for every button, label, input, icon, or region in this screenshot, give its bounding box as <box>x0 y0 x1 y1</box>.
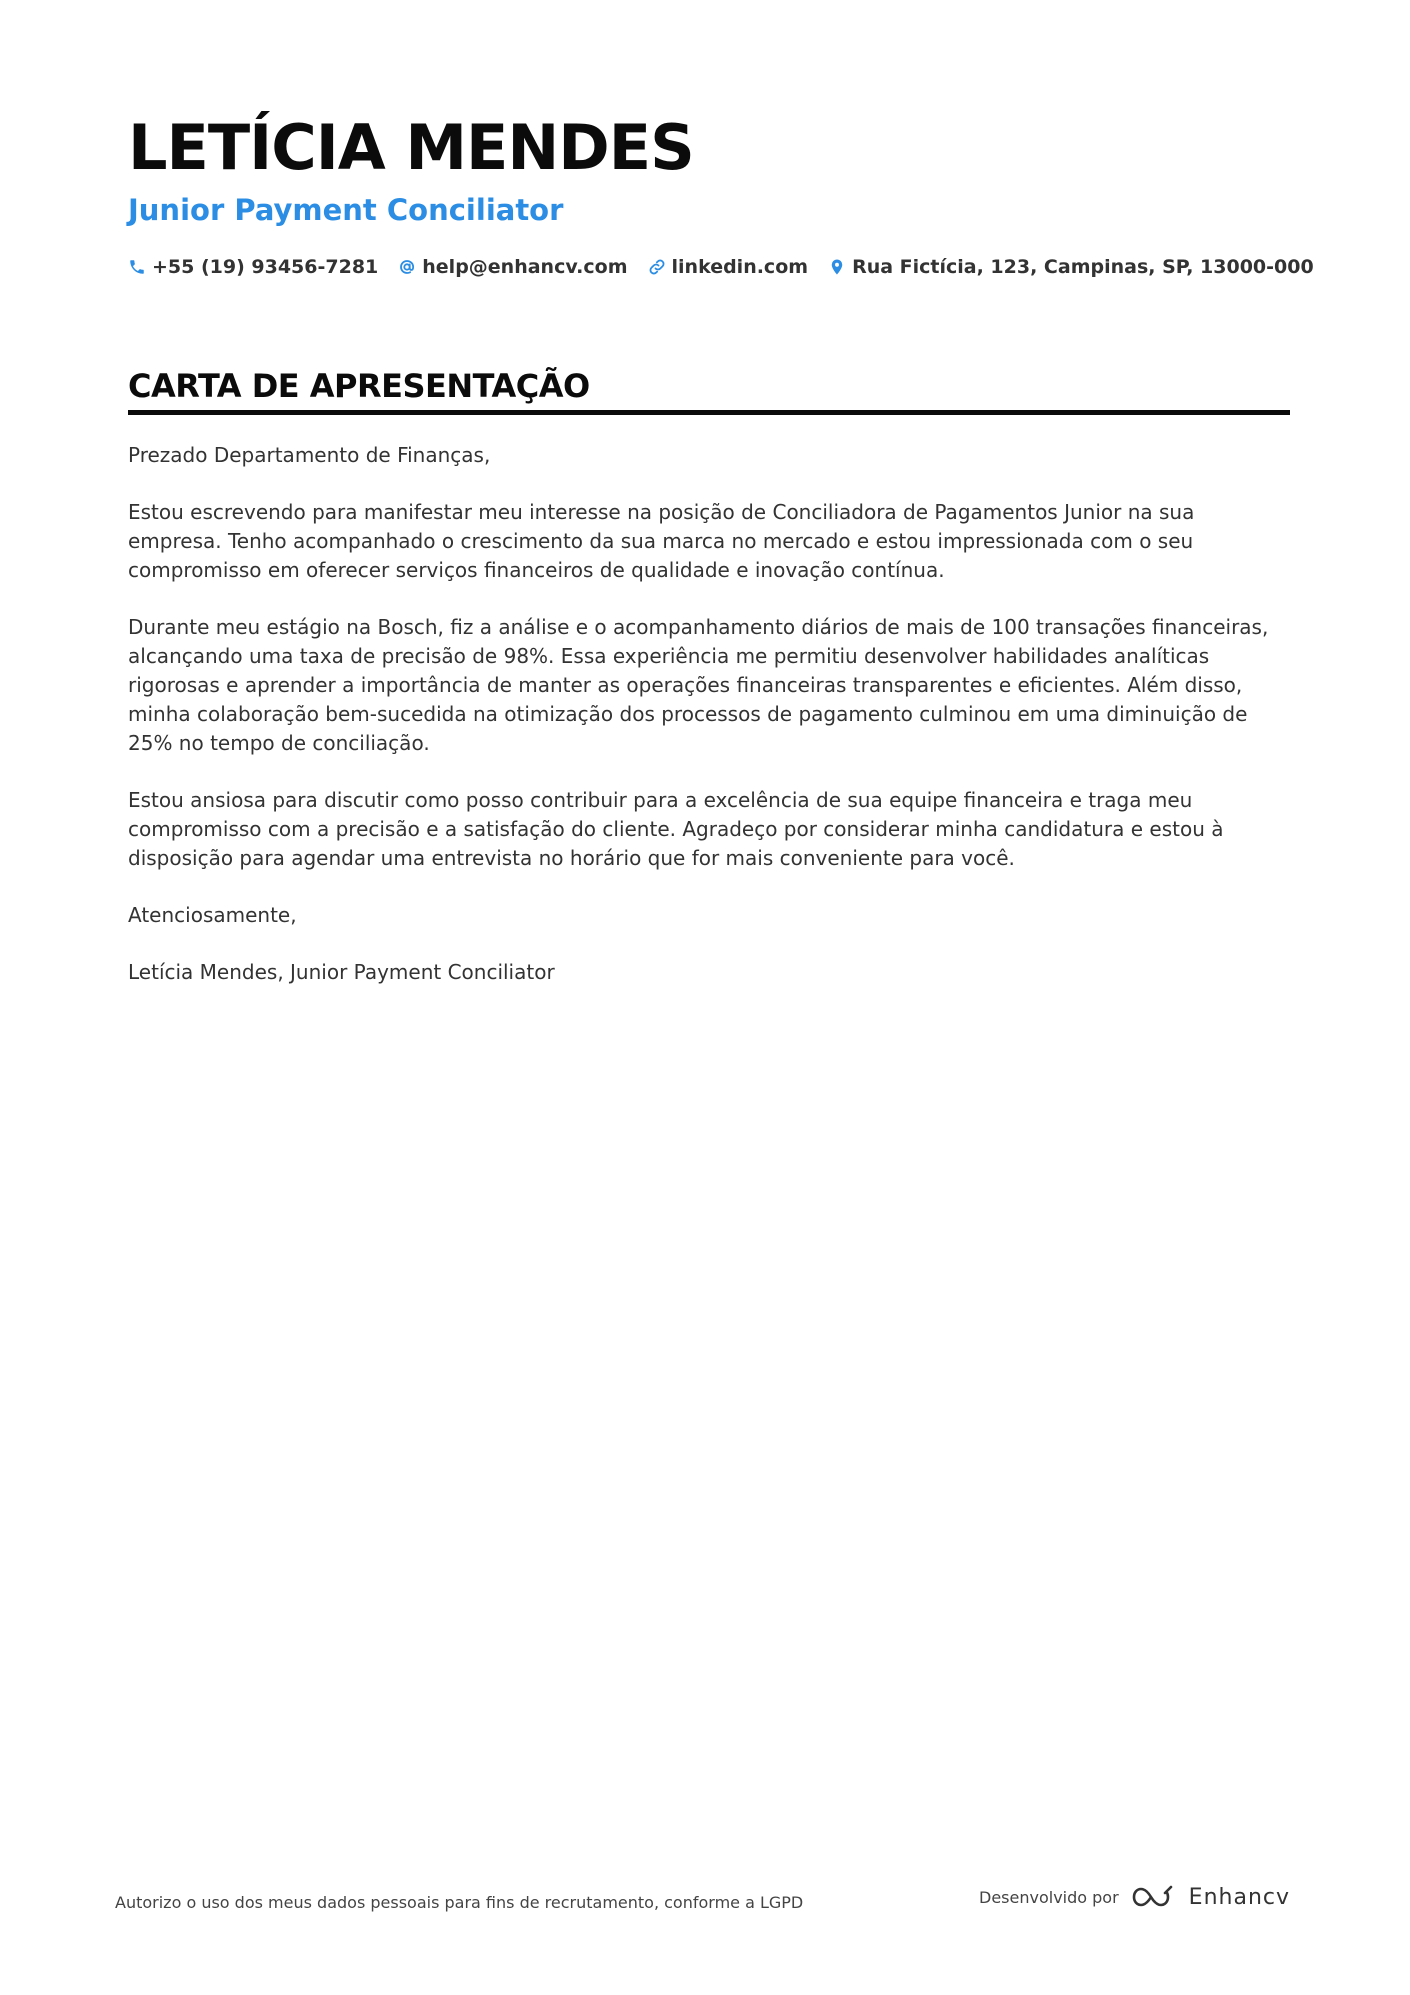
address-text: Rua Fictícia, 123, Campinas, SP, 13000-000 <box>852 256 1314 278</box>
letter-closing: Atenciosamente, <box>128 903 297 927</box>
job-title: Junior Payment Conciliator <box>128 193 564 227</box>
gdpr-consent-note: Autorizo o uso dos meus dados pessoais para fins de recrutamento, conforme a LGPD <box>115 1893 804 1912</box>
at-icon <box>398 258 416 276</box>
letter-signature: Letícia Mendes, Junior Payment Conciliator <box>128 960 555 984</box>
powered-by-badge[interactable] <box>979 1884 1290 1910</box>
website-link[interactable]: linkedin.com <box>671 256 809 278</box>
contact-bar <box>128 256 1314 278</box>
contact-phone <box>128 256 378 278</box>
contact-address <box>828 256 1314 278</box>
phone-number: +55 (19) 93456-7281 <box>152 256 379 278</box>
email-address[interactable]: help@enhancv.com <box>422 256 628 278</box>
header <box>128 108 1314 278</box>
letter-body <box>128 441 1290 987</box>
powered-by-label: Desenvolvido por <box>979 1887 1119 1907</box>
brand-name: Enhancv <box>1188 1884 1290 1910</box>
enhancv-logo-icon <box>1131 1884 1179 1910</box>
letter-greeting: Prezado Departamento de Finanças, <box>128 443 491 467</box>
letter-paragraph: Durante meu estágio na Bosch, fiz a análise e o acompanhamento diários de mais de 100 transações financeiras, alcançando uma taxa de precisão de 98%. Essa experiência me permitiu desenvolver habilidades analíticas rigorosas e aprender a importância de manter as operações financeiras transparentes e eficientes. Além disso, minha colaboração bem-sucedida na otimização dos processos de pagamento culminou em uma diminuição de 25% no tempo de conciliação. <box>128 615 1269 755</box>
letter-paragraph: Estou ansiosa para discutir como posso contribuir para a excelência de sua equipe financeira e traga meu compromisso com a precisão e a satisfação do cliente. Agradeço por considerar minha candidatura e estou à disposição para agendar uma entrevista no horário que for mais conveniente para você. <box>128 788 1224 870</box>
letter-paragraph: Estou escrevendo para manifestar meu interesse na posição de Conciliadora de Pagamentos Junior na sua empresa. Tenho acompanhado o crescimento da sua marca no mercado e estou impressionada com o seu compromisso em oferecer serviços financeiros de qualidade e inovação contínua. <box>128 500 1195 582</box>
section-title: CARTA DE APRESENTAÇÃO <box>128 367 590 405</box>
contact-email <box>398 256 627 278</box>
section-divider <box>128 410 1290 415</box>
link-icon <box>648 258 666 276</box>
location-pin-icon <box>828 258 846 276</box>
candidate-name: LETÍCIA MENDES <box>128 111 694 184</box>
cover-letter-section <box>128 362 1290 1015</box>
phone-icon <box>128 258 146 276</box>
contact-website <box>648 256 809 278</box>
